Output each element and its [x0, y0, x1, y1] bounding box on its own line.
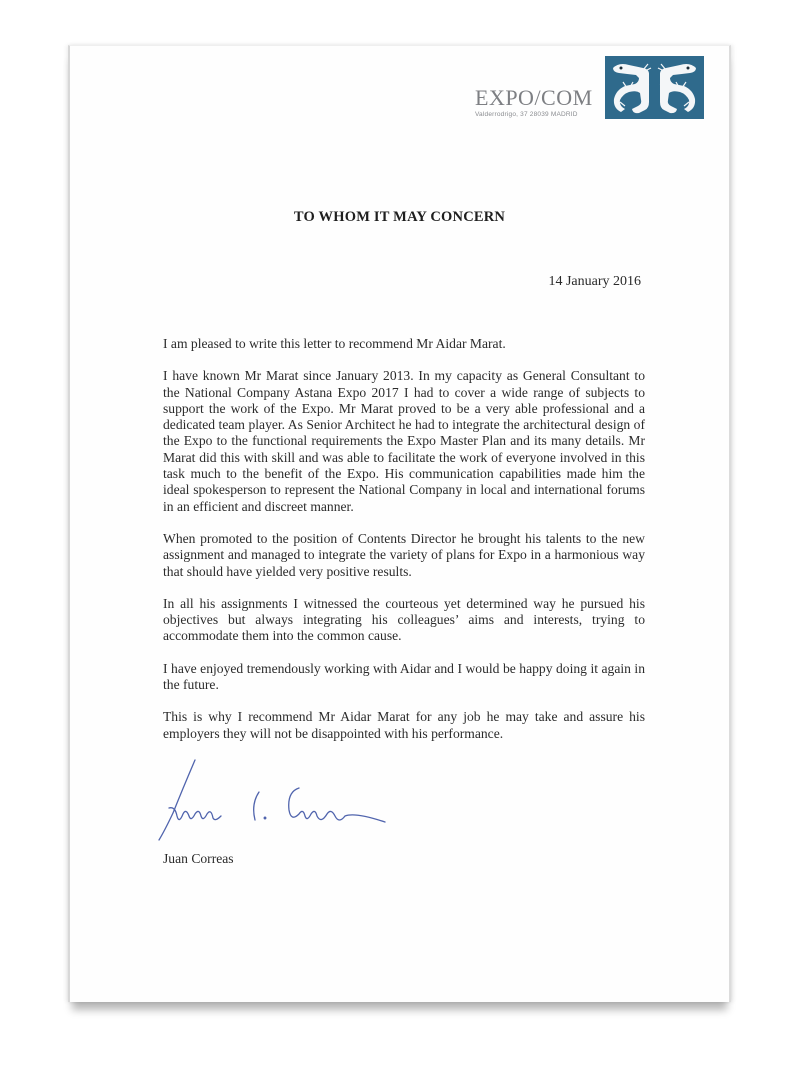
- twin-lizards-logo-icon: [605, 56, 704, 119]
- paragraph: This is why I recommend Mr Aidar Marat for any job he may take and assure his employers they will not be disappointed with his performance.: [163, 709, 645, 741]
- paragraph: I have known Mr Marat since January 2013. In my capacity as General Consultant to the National Company Astana Expo 2017 I had to cover a wide range of subjects to support the work of the Expo. Mr Marat proved to be a very able professional and a dedicated team player. As Senior Architect he had to integrate the architectural design of the Expo to the functional requirements the Expo Master Plan and its many details. Mr Marat did this with skill and was able to facilitate the work of everyone involved in this task much to the benefit of the Expo. His communication capabilities made him the ideal spokesperson to represent the National Company in local and international forums in an efficient and discreet manner.: [163, 368, 645, 514]
- company-address: Valderrodrigo, 37 28039 MADRID: [475, 111, 578, 118]
- handwritten-signature-icon: [155, 758, 435, 848]
- letter-body: [163, 336, 645, 758]
- paragraph: In all his assignments I witnessed the courteous yet determined way he pursued his objectives but always integrating his colleagues’ aims and interests, trying to accommodate them into the common cause.: [163, 595, 645, 644]
- signer-name: Juan Correas: [163, 851, 234, 866]
- company-name: EXPO/COM: [475, 85, 593, 110]
- paragraph: When promoted to the position of Contents Director he brought his talents to the new assignment and managed to integrate the variety of plans for Expo in a harmonious way that should have yielded very positive results.: [163, 530, 645, 579]
- letterhead-text: [475, 86, 601, 118]
- letter-page: [68, 45, 731, 1002]
- letter-date: 14 January 2016: [548, 274, 641, 289]
- letter-title: TO WHOM IT MAY CONCERN: [293, 209, 506, 225]
- paragraph: I have enjoyed tremendously working with Aidar and I would be happy doing it again in the future.: [163, 660, 645, 693]
- paragraph: I am pleased to write this letter to recommend Mr Aidar Marat.: [163, 336, 506, 351]
